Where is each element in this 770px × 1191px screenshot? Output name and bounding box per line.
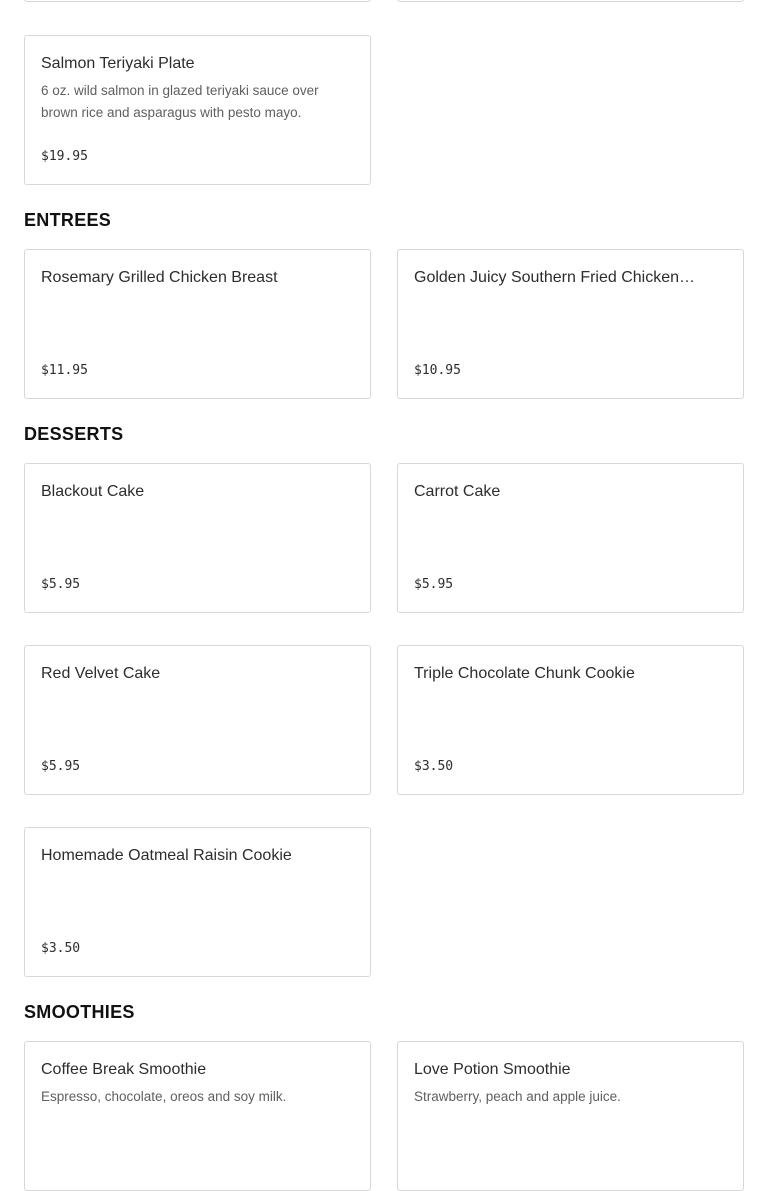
menu-item-name: Carrot Cake — [414, 483, 501, 500]
menu-item-description: Espresso, chocolate, oreos and soy milk. — [41, 1089, 287, 1104]
menu-item-price: $3.50 — [414, 759, 454, 774]
section-title-smoothies: SMOOTHIES — [24, 1002, 135, 1022]
menu-item-description: Strawberry, peach and apple juice. — [414, 1089, 621, 1104]
menu-item-price: $11.95 — [41, 363, 88, 378]
menu-item-name: Red Velvet Cake — [41, 665, 161, 682]
section-title-desserts: DESSERTS — [24, 424, 124, 444]
menu-item-name: Rosemary Grilled Chicken Breast — [41, 269, 278, 286]
menu-item-name: Golden Juicy Southern Fried Chicken… — [414, 269, 696, 286]
menu-item-price: $3.50 — [41, 941, 81, 956]
menu-item-card-golden-juicy-southern-fried-chicken[interactable] — [397, 249, 744, 399]
menu-item-name: Salmon Teriyaki Plate — [41, 55, 195, 72]
menu-item-name: Homemade Oatmeal Raisin Cookie — [41, 847, 292, 864]
menu-item-card-homemade-oatmeal-raisin-cookie[interactable] — [24, 827, 371, 977]
menu-item-card-red-velvet-cake[interactable] — [24, 645, 371, 795]
menu-item-name: Triple Chocolate Chunk Cookie — [414, 665, 635, 682]
menu-item-name: Love Potion Smoothie — [414, 1061, 571, 1078]
menu-item-card-salmon-teriyaki-plate[interactable] — [24, 35, 371, 185]
menu-item-card-partial[interactable] — [397, 0, 744, 2]
menu-item-name: Coffee Break Smoothie — [41, 1061, 207, 1078]
menu-item-description: 6 oz. wild salmon in glazed teriyaki sauce over brown rice and asparagus with pesto mayo. — [41, 83, 319, 120]
menu-item-price: $19.95 — [41, 149, 88, 164]
menu-item-card-coffee-break-smoothie[interactable] — [24, 1041, 371, 1191]
menu-item-card-love-potion-smoothie[interactable] — [397, 1041, 744, 1191]
section-title-entrees: ENTREES — [24, 210, 112, 230]
menu-item-price: $10.95 — [414, 363, 461, 378]
menu-item-card-rosemary-grilled-chicken-breast[interactable] — [24, 249, 371, 399]
menu-item-price: $5.95 — [41, 577, 81, 592]
menu-item-card-partial[interactable] — [24, 0, 371, 2]
menu-item-price: $5.95 — [41, 759, 81, 774]
menu-item-card-carrot-cake[interactable] — [397, 463, 744, 613]
menu-item-card-blackout-cake[interactable] — [24, 463, 371, 613]
menu-item-price: $5.95 — [414, 577, 454, 592]
menu-item-name: Blackout Cake — [41, 483, 145, 500]
menu-item-card-triple-chocolate-chunk-cookie[interactable] — [397, 645, 744, 795]
